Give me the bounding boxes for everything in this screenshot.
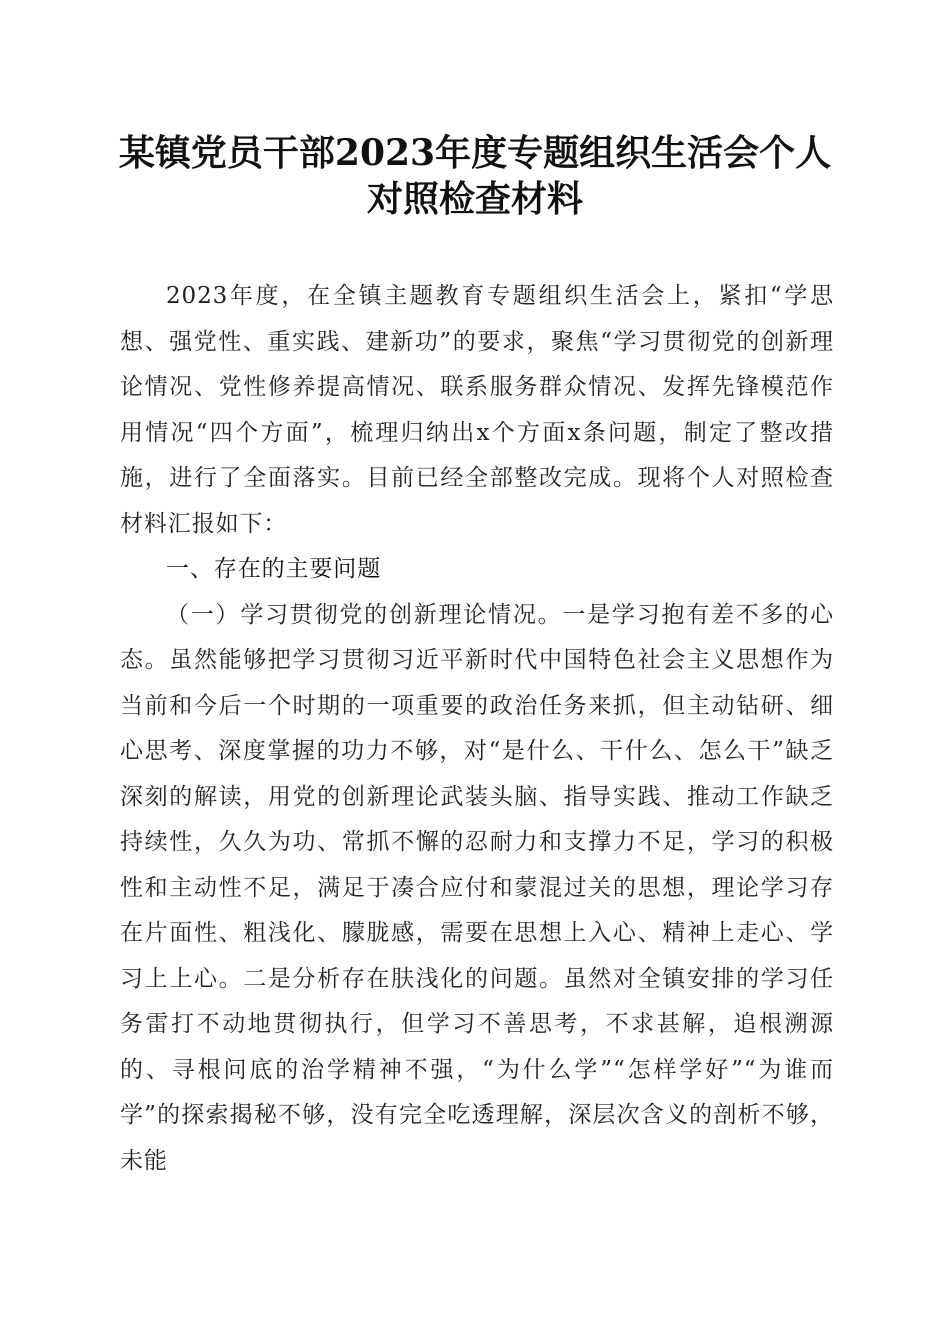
document-body xyxy=(120,274,834,1184)
subsection-text: 一是学习抱有差不多的心态。虽然能够把学习贯彻习近平新时代中国特色社会主义思想作为当前和今后一个时期的一项重要的政治任务来抓，但主动钻研、细心思考、深度掌握的功力不够，对“是什么、干什么、怎么干”缺乏深刻的解读，用党的创新理论武装头脑、指导实践、推动工作缺乏持续性，久久为功、常抓不懈的忍耐力和支撑力不足，学习的积极性和主动性不足，满足于凑合应付和蒙混过关的思想，理论学习存在片面性、粗浅化、朦胧感，需要在思想上入心、精神上走心、学习上上心。二是分析存在肤浅化的问题。虽然对全镇安排的学习任务雷打不动地贯彻执行，但学习不善思考，不求甚解，追根溯源的、寻根问底的治学精神不强，“为什么学”“怎样学好”“为谁而学”的探索揭秘不够，没有完全吃透理解，深层次含义的剖析不够，未能 xyxy=(120,601,835,1174)
subsection-heading: （一）学习贯彻党的创新理论情况。 xyxy=(166,601,563,628)
document-title: 某镇党员干部2023年度专题组织生活会个人对照检查材料 xyxy=(118,132,832,220)
section-heading: 一、存在的主要问题 xyxy=(166,556,382,582)
intro-paragraph: 2023年度，在全镇主题教育专题组织生活会上，紧扣“学思想、强党性、重实践、建新功”的要求，聚焦“学习贯彻党的创新理论情况、党性修养提高情况、联系服务群众情况、发挥先锋模范作用情况“四个方面”，梳理归纳出x个方面x条问题，制定了整改措施，进行了全面落实。目前已经全部整改完成。现将个人对照检查材料汇报如下： xyxy=(120,283,834,537)
subsection-paragraph xyxy=(120,593,834,1185)
